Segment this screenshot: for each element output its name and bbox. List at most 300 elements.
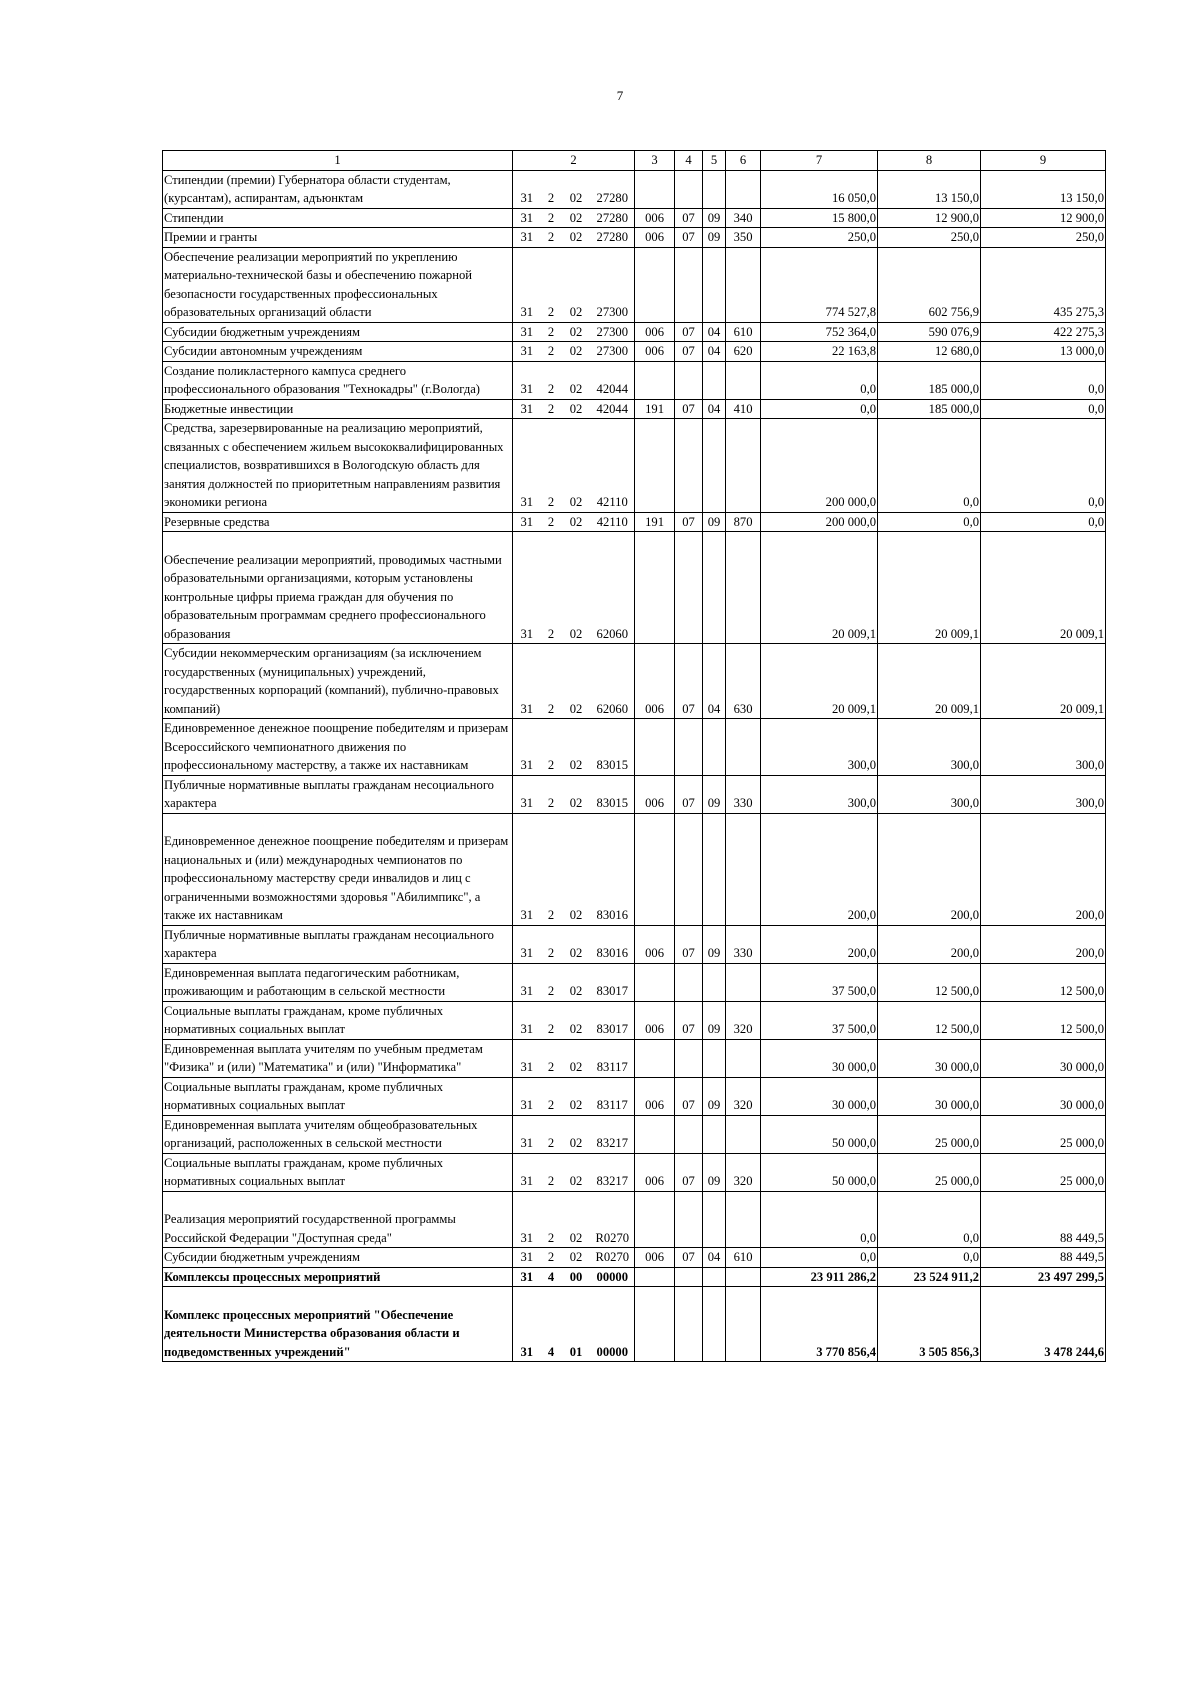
col-ministry [635, 963, 675, 1001]
csr-subprogram: 02 [562, 1039, 591, 1077]
col-section [675, 170, 703, 208]
col-ministry: 006 [635, 342, 675, 362]
row-name: Стипендии (премии) Губернатора области студентам, (курсантам), аспирантам, адъюнктам [163, 170, 513, 208]
value-col-7: 16 050,0 [761, 170, 878, 208]
value-col-8: 23 524 911,2 [878, 1267, 981, 1287]
csr-subprogram: 02 [562, 532, 591, 644]
col-ministry: 006 [635, 1248, 675, 1268]
col-expense-type: 330 [726, 925, 761, 963]
budget-table [162, 150, 1106, 1362]
value-col-9: 12 900,0 [981, 208, 1106, 228]
col-section: 07 [675, 399, 703, 419]
csr-subprogram: 02 [562, 925, 591, 963]
col-ministry: 006 [635, 1077, 675, 1115]
col-ministry [635, 1115, 675, 1153]
col-section: 07 [675, 228, 703, 248]
value-col-9: 300,0 [981, 775, 1106, 813]
col-expense-type [726, 963, 761, 1001]
row-name: Стипендии [163, 208, 513, 228]
csr-program: 31 [513, 719, 541, 776]
csr-direction: 83016 [591, 813, 635, 925]
col-ministry [635, 813, 675, 925]
value-col-9: 13 000,0 [981, 342, 1106, 362]
col-expense-type [726, 170, 761, 208]
csr-direction: 83015 [591, 775, 635, 813]
col-section: 07 [675, 1153, 703, 1191]
table-row [163, 1153, 1106, 1191]
csr-subprogram: 02 [562, 228, 591, 248]
col-section [675, 532, 703, 644]
csr-program: 31 [513, 208, 541, 228]
row-name-text: Реализация мероприятий государственной программы Российской Федерации "Доступная среда" [164, 1212, 456, 1245]
csr-direction: 83015 [591, 719, 635, 776]
csr-subprogram: 02 [562, 208, 591, 228]
csr-type: 2 [541, 813, 562, 925]
csr-subprogram: 02 [562, 1077, 591, 1115]
col-subsection: 04 [703, 322, 726, 342]
header-col-6: 6 [726, 151, 761, 171]
header-col-4: 4 [675, 151, 703, 171]
value-col-8: 590 076,9 [878, 322, 981, 342]
value-col-8: 12 680,0 [878, 342, 981, 362]
csr-type: 2 [541, 1001, 562, 1039]
value-col-8: 0,0 [878, 512, 981, 532]
row-name: Публичные нормативные выплаты гражданам несоциального характера [163, 925, 513, 963]
col-section: 07 [675, 925, 703, 963]
value-col-7: 752 364,0 [761, 322, 878, 342]
csr-direction: R0270 [591, 1248, 635, 1268]
csr-program: 31 [513, 532, 541, 644]
csr-program: 31 [513, 419, 541, 513]
col-ministry [635, 361, 675, 399]
col-section [675, 419, 703, 513]
table-row [163, 1077, 1106, 1115]
table-row [163, 775, 1106, 813]
row-name: Средства, зарезервированные на реализацию мероприятий, связанных с обеспечением жильем высококвалифицированных специалистов, возвратившихся в Вологодскую область для занятия должностей по приоритетным направлениям развития экономики региона [163, 419, 513, 513]
col-subsection: 09 [703, 775, 726, 813]
header-col-7: 7 [761, 151, 878, 171]
value-col-9: 88 449,5 [981, 1191, 1106, 1248]
value-col-7: 0,0 [761, 399, 878, 419]
csr-direction: 83117 [591, 1077, 635, 1115]
value-col-8: 185 000,0 [878, 361, 981, 399]
csr-type: 4 [541, 1267, 562, 1287]
col-subsection [703, 813, 726, 925]
value-col-9: 0,0 [981, 512, 1106, 532]
csr-direction: 83016 [591, 925, 635, 963]
col-expense-type [726, 247, 761, 322]
csr-subprogram: 02 [562, 322, 591, 342]
col-section: 07 [675, 342, 703, 362]
row-name: Единовременное денежное поощрение победителям и призерам Всероссийского чемпионатного движения по профессиональному мастерству, а также их наставникам [163, 719, 513, 776]
value-col-7: 22 163,8 [761, 342, 878, 362]
value-col-9: 0,0 [981, 399, 1106, 419]
col-ministry: 006 [635, 322, 675, 342]
col-ministry: 006 [635, 208, 675, 228]
csr-direction: 27300 [591, 247, 635, 322]
col-ministry [635, 1191, 675, 1248]
csr-subprogram: 02 [562, 1191, 591, 1248]
table-row [163, 1191, 1106, 1248]
col-subsection: 09 [703, 1077, 726, 1115]
col-subsection: 09 [703, 228, 726, 248]
csr-subprogram: 02 [562, 170, 591, 208]
value-col-8: 300,0 [878, 775, 981, 813]
col-section [675, 247, 703, 322]
col-expense-type [726, 719, 761, 776]
csr-program: 31 [513, 813, 541, 925]
csr-program: 31 [513, 170, 541, 208]
row-name [163, 813, 513, 925]
csr-direction: 00000 [591, 1267, 635, 1287]
col-expense-type [726, 1115, 761, 1153]
col-ministry: 006 [635, 1001, 675, 1039]
value-col-7: 0,0 [761, 1191, 878, 1248]
csr-type: 2 [541, 208, 562, 228]
csr-type: 2 [541, 170, 562, 208]
col-expense-type: 620 [726, 342, 761, 362]
row-name: Премии и гранты [163, 228, 513, 248]
value-col-8: 185 000,0 [878, 399, 981, 419]
value-col-9: 200,0 [981, 813, 1106, 925]
col-expense-type [726, 361, 761, 399]
value-col-8: 250,0 [878, 228, 981, 248]
value-col-7: 200,0 [761, 813, 878, 925]
value-col-8: 25 000,0 [878, 1115, 981, 1153]
csr-program: 31 [513, 512, 541, 532]
col-section: 07 [675, 1248, 703, 1268]
csr-direction: 83117 [591, 1039, 635, 1077]
col-expense-type: 410 [726, 399, 761, 419]
table-row [163, 342, 1106, 362]
col-section: 07 [675, 208, 703, 228]
row-name [163, 532, 513, 644]
csr-type: 2 [541, 1115, 562, 1153]
col-subsection: 09 [703, 1153, 726, 1191]
header-col-1: 1 [163, 151, 513, 171]
col-section [675, 719, 703, 776]
csr-type: 2 [541, 925, 562, 963]
csr-direction: 83217 [591, 1115, 635, 1153]
value-col-8: 20 009,1 [878, 644, 981, 719]
row-name: Бюджетные инвестиции [163, 399, 513, 419]
table-row [163, 208, 1106, 228]
value-col-8: 12 500,0 [878, 963, 981, 1001]
row-name: Комплексы процессных мероприятий [163, 1267, 513, 1287]
value-col-7: 200 000,0 [761, 419, 878, 513]
col-subsection [703, 532, 726, 644]
csr-subprogram: 01 [562, 1287, 591, 1362]
col-section [675, 1287, 703, 1362]
csr-type: 2 [541, 1077, 562, 1115]
value-col-8: 200,0 [878, 925, 981, 963]
value-col-8: 200,0 [878, 813, 981, 925]
csr-direction: 42110 [591, 419, 635, 513]
col-ministry: 006 [635, 1153, 675, 1191]
col-expense-type: 610 [726, 1248, 761, 1268]
row-name: Единовременная выплата педагогическим работникам, проживающим и работающим в сельской местности [163, 963, 513, 1001]
csr-program: 31 [513, 1267, 541, 1287]
page-number: 7 [616, 88, 624, 103]
csr-program: 31 [513, 399, 541, 419]
table-row [163, 399, 1106, 419]
value-col-7: 200,0 [761, 925, 878, 963]
value-col-9: 250,0 [981, 228, 1106, 248]
csr-type: 2 [541, 1039, 562, 1077]
csr-direction: 27300 [591, 322, 635, 342]
csr-type: 4 [541, 1287, 562, 1362]
value-col-7: 300,0 [761, 775, 878, 813]
col-subsection: 09 [703, 1001, 726, 1039]
row-name: Субсидии некоммерческим организациям (за исключением государственных (муниципальных) учреждений, государственных корпораций (компаний), публично-правовых компаний) [163, 644, 513, 719]
csr-type: 2 [541, 1153, 562, 1191]
csr-subprogram: 02 [562, 1115, 591, 1153]
csr-program: 31 [513, 1191, 541, 1248]
csr-type: 2 [541, 963, 562, 1001]
csr-subprogram: 02 [562, 775, 591, 813]
value-col-9: 20 009,1 [981, 644, 1106, 719]
col-subsection [703, 1287, 726, 1362]
value-col-7: 20 009,1 [761, 644, 878, 719]
csr-direction: 00000 [591, 1287, 635, 1362]
table-row [163, 644, 1106, 719]
value-col-9: 25 000,0 [981, 1153, 1106, 1191]
value-col-9: 13 150,0 [981, 170, 1106, 208]
csr-program: 31 [513, 1115, 541, 1153]
value-col-9: 12 500,0 [981, 963, 1106, 1001]
csr-type: 2 [541, 361, 562, 399]
value-col-9: 435 275,3 [981, 247, 1106, 322]
col-subsection [703, 170, 726, 208]
col-subsection [703, 247, 726, 322]
csr-type: 2 [541, 775, 562, 813]
col-expense-type [726, 532, 761, 644]
col-expense-type [726, 1267, 761, 1287]
csr-type: 2 [541, 247, 562, 322]
row-name: Субсидии бюджетным учреждениям [163, 1248, 513, 1268]
csr-subprogram: 02 [562, 419, 591, 513]
col-section: 07 [675, 322, 703, 342]
header-col-9: 9 [981, 151, 1106, 171]
col-subsection [703, 1115, 726, 1153]
table-row [163, 1267, 1106, 1287]
csr-program: 31 [513, 644, 541, 719]
value-col-9: 200,0 [981, 925, 1106, 963]
value-col-7: 0,0 [761, 361, 878, 399]
value-col-7: 300,0 [761, 719, 878, 776]
csr-direction: 83017 [591, 1001, 635, 1039]
value-col-7: 30 000,0 [761, 1077, 878, 1115]
col-subsection [703, 361, 726, 399]
csr-type: 2 [541, 512, 562, 532]
col-section: 07 [675, 512, 703, 532]
table-row [163, 322, 1106, 342]
csr-type: 2 [541, 399, 562, 419]
header-col-2: 2 [513, 151, 635, 171]
value-col-7: 774 527,8 [761, 247, 878, 322]
csr-direction: 62060 [591, 532, 635, 644]
csr-direction: 42044 [591, 361, 635, 399]
col-expense-type [726, 1191, 761, 1248]
col-expense-type [726, 1287, 761, 1362]
csr-subprogram: 02 [562, 719, 591, 776]
header-col-5: 5 [703, 151, 726, 171]
value-col-8: 12 500,0 [878, 1001, 981, 1039]
value-col-7: 50 000,0 [761, 1153, 878, 1191]
table-row [163, 1115, 1106, 1153]
row-name-text: Комплекс процессных мероприятий "Обеспечение деятельности Министерства образования области и подведомственных учреждений" [164, 1307, 460, 1359]
csr-program: 31 [513, 342, 541, 362]
value-col-9: 25 000,0 [981, 1115, 1106, 1153]
csr-subprogram: 02 [562, 963, 591, 1001]
col-subsection: 04 [703, 1248, 726, 1268]
col-expense-type: 340 [726, 208, 761, 228]
csr-subprogram: 02 [562, 1001, 591, 1039]
table-row [163, 170, 1106, 208]
csr-subprogram: 02 [562, 512, 591, 532]
table-row [163, 361, 1106, 399]
col-expense-type: 630 [726, 644, 761, 719]
table-row [163, 247, 1106, 322]
csr-subprogram: 02 [562, 399, 591, 419]
table-row [163, 1039, 1106, 1077]
value-col-8: 0,0 [878, 419, 981, 513]
row-name: Единовременная выплата учителям общеобразовательных организаций, расположенных в сельской местности [163, 1115, 513, 1153]
col-section: 07 [675, 1077, 703, 1115]
col-subsection: 09 [703, 512, 726, 532]
csr-program: 31 [513, 1039, 541, 1077]
col-ministry: 006 [635, 228, 675, 248]
value-col-8: 3 505 856,3 [878, 1287, 981, 1362]
csr-direction: 42044 [591, 399, 635, 419]
col-ministry [635, 1287, 675, 1362]
table-row [163, 719, 1106, 776]
row-name: Социальные выплаты гражданам, кроме публичных нормативных социальных выплат [163, 1077, 513, 1115]
csr-program: 31 [513, 247, 541, 322]
row-name: Субсидии бюджетным учреждениям [163, 322, 513, 342]
col-subsection [703, 1267, 726, 1287]
col-ministry: 006 [635, 775, 675, 813]
col-subsection [703, 1039, 726, 1077]
col-ministry: 191 [635, 399, 675, 419]
csr-type: 2 [541, 644, 562, 719]
value-col-9: 422 275,3 [981, 322, 1106, 342]
csr-type: 2 [541, 342, 562, 362]
csr-direction: R0270 [591, 1191, 635, 1248]
value-col-8: 12 900,0 [878, 208, 981, 228]
row-name: Социальные выплаты гражданам, кроме публичных нормативных социальных выплат [163, 1153, 513, 1191]
csr-subprogram: 02 [562, 644, 591, 719]
value-col-7: 37 500,0 [761, 1001, 878, 1039]
col-ministry [635, 170, 675, 208]
csr-program: 31 [513, 228, 541, 248]
col-subsection: 09 [703, 208, 726, 228]
row-name [163, 1287, 513, 1362]
row-name: Обеспечение реализации мероприятий по укреплению материально-технической базы и обеспечению пожарной безопасности государственных профессиональных образовательных организаций области [163, 247, 513, 322]
col-subsection: 04 [703, 644, 726, 719]
header-col-3: 3 [635, 151, 675, 171]
col-subsection [703, 963, 726, 1001]
value-col-8: 300,0 [878, 719, 981, 776]
value-col-9: 88 449,5 [981, 1248, 1106, 1268]
csr-type: 2 [541, 1248, 562, 1268]
col-expense-type [726, 419, 761, 513]
value-col-7: 15 800,0 [761, 208, 878, 228]
col-ministry: 006 [635, 644, 675, 719]
col-section [675, 1039, 703, 1077]
csr-direction: 83017 [591, 963, 635, 1001]
csr-program: 31 [513, 925, 541, 963]
csr-subprogram: 02 [562, 1248, 591, 1268]
table-row [163, 1248, 1106, 1268]
value-col-9: 300,0 [981, 719, 1106, 776]
col-expense-type: 870 [726, 512, 761, 532]
csr-subprogram: 02 [562, 342, 591, 362]
csr-program: 31 [513, 361, 541, 399]
row-name-text: Единовременное денежное поощрение победителям и призерам национальных и (или) международных чемпионатов по профессиональному мастерству среди инвалидов и лиц с ограниченными возможностями здоровья "Абилимпикс", а также их наставникам [164, 834, 509, 922]
col-ministry [635, 1039, 675, 1077]
col-subsection [703, 1191, 726, 1248]
col-section [675, 963, 703, 1001]
col-expense-type: 330 [726, 775, 761, 813]
header-col-8: 8 [878, 151, 981, 171]
col-expense-type: 610 [726, 322, 761, 342]
table-header-row [163, 151, 1106, 171]
csr-direction: 27280 [591, 228, 635, 248]
value-col-9: 0,0 [981, 361, 1106, 399]
value-col-9: 23 497 299,5 [981, 1267, 1106, 1287]
csr-subprogram: 02 [562, 247, 591, 322]
col-subsection: 04 [703, 342, 726, 362]
csr-type: 2 [541, 419, 562, 513]
value-col-7: 250,0 [761, 228, 878, 248]
col-expense-type: 320 [726, 1001, 761, 1039]
csr-direction: 27280 [591, 170, 635, 208]
csr-direction: 27280 [591, 208, 635, 228]
csr-subprogram: 02 [562, 1153, 591, 1191]
row-name: Субсидии автономным учреждениям [163, 342, 513, 362]
value-col-7: 0,0 [761, 1248, 878, 1268]
col-expense-type [726, 813, 761, 925]
csr-direction: 83217 [591, 1153, 635, 1191]
col-expense-type: 350 [726, 228, 761, 248]
col-ministry: 006 [635, 925, 675, 963]
col-section [675, 1191, 703, 1248]
value-col-7: 50 000,0 [761, 1115, 878, 1153]
value-col-7: 3 770 856,4 [761, 1287, 878, 1362]
value-col-9: 30 000,0 [981, 1077, 1106, 1115]
col-ministry [635, 247, 675, 322]
col-subsection [703, 719, 726, 776]
csr-subprogram: 02 [562, 813, 591, 925]
col-expense-type: 320 [726, 1153, 761, 1191]
col-subsection: 04 [703, 399, 726, 419]
csr-program: 31 [513, 1248, 541, 1268]
value-col-7: 200 000,0 [761, 512, 878, 532]
table-row [163, 1287, 1106, 1362]
table-row [163, 419, 1106, 513]
csr-program: 31 [513, 1077, 541, 1115]
value-col-9: 30 000,0 [981, 1039, 1106, 1077]
col-section: 07 [675, 1001, 703, 1039]
csr-direction: 27300 [591, 342, 635, 362]
csr-subprogram: 02 [562, 361, 591, 399]
csr-type: 2 [541, 322, 562, 342]
value-col-8: 25 000,0 [878, 1153, 981, 1191]
value-col-8: 602 756,9 [878, 247, 981, 322]
table-row [163, 963, 1106, 1001]
col-section [675, 1115, 703, 1153]
